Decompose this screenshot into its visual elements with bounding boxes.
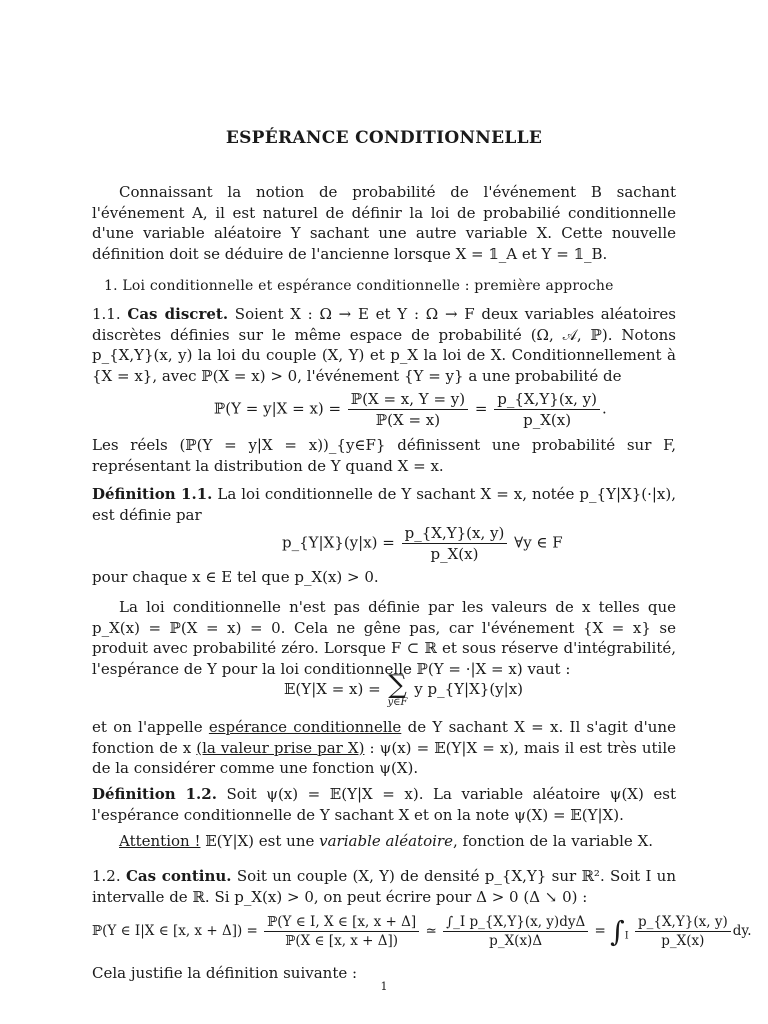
subsection-heading: Cas continu. — [125, 867, 232, 885]
justifie-paragraph: Cela justifie la définition suivante : — [92, 964, 358, 982]
equation-end: dy. — [732, 923, 752, 939]
page-title: ESPÉRANCE CONDITIONNELLE — [225, 128, 543, 148]
denominator: ℙ(X ∈ [x, x + Δ]) — [285, 933, 399, 949]
sum-sign: ∑ — [388, 670, 407, 700]
loi-paragraph: La loi conditionnelle n'est pas définie par les valeurs de x telles que p_X(x) = ℙ(X = x) = 0. Cela ne gêne pas, car l'événement {X = x} se produit avec probabilité zéro. Lorsque F ⊂ ℝ et sous réserve d'intégrabilité, l'espérance de Y pour la loi conditionnelle ℙ(Y = ·|X = x) vaut : — [92, 598, 676, 678]
denominator: p_X(x) — [430, 545, 479, 563]
definition-label: Définition 1.1. — [92, 485, 213, 503]
definition-text: Soit ψ(x) = 𝔼(Y|X = x). La variable aléatoire ψ(X) est l'espérance conditionnelle de Y sachant X et on la note ψ(X) = 𝔼(Y|X). — [92, 785, 676, 824]
equation-lhs: p_{Y|X}(y|x) = — [282, 533, 395, 552]
text-segment: 𝔼(Y|X) est une — [200, 832, 320, 850]
subsection-heading: Cas discret. — [127, 305, 229, 323]
fraction — [348, 390, 468, 429]
denominator: p_X(x) — [523, 411, 572, 429]
definition-1-2 — [92, 784, 676, 825]
page-number: 1 — [380, 980, 388, 993]
period: . — [602, 399, 607, 418]
subsection-text: Soit un couple (X, Y) de densité p_{X,Y} sur ℝ². Soit I un intervalle de ℝ. Si p_X(x) > 0, on peut écrire pour Δ > 0 (Δ ↘ 0) : — [92, 867, 676, 906]
equation-conditional-probability — [214, 390, 607, 429]
equation-rhs: ∀y ∈ F — [514, 533, 563, 552]
denominator: p_X(x) — [661, 933, 705, 949]
denominator: ℙ(X = x) — [375, 411, 441, 429]
numerator: p_{X,Y}(x, y) — [402, 524, 508, 544]
text-segment: et on l'appelle — [92, 718, 209, 736]
fraction — [494, 390, 600, 429]
fraction — [443, 914, 588, 949]
appelle-paragraph — [92, 717, 676, 779]
underlined-term: espérance conditionnelle — [208, 718, 402, 736]
fraction — [402, 524, 508, 563]
text-segment: , fonction de la variable X. — [452, 832, 654, 850]
attention-paragraph — [92, 831, 676, 852]
text-segment: de Y sachant X = x. Il s'agit d'une fonction de x — [92, 718, 676, 757]
numerator: p_{X,Y}(x, y) — [635, 914, 731, 932]
numerator: p_{X,Y}(x, y) — [494, 390, 600, 410]
definition-label: Définition 1.2. — [92, 785, 217, 803]
underlined-term: (la valeur prise par X) — [196, 738, 365, 757]
equation-lhs: ℙ(Y ∈ I|X ∈ [x, x + Δ]) = — [92, 923, 258, 939]
subsection-text: Soient X : Ω → E et Y : Ω → F deux variables aléatoires discrètes définies sur le même espace de probabilité (Ω, 𝒜, ℙ). Notons p_{X,Y}(x, y) la loi du couple (X, Y) et p_X la loi de X. Conditionnellement à {X = x}, avec ℙ(X = x) > 0, l'événement {Y = y} a une probabilité de — [92, 305, 676, 385]
equation-continuous — [92, 914, 752, 949]
equals-sign: = — [474, 399, 488, 418]
equation-lhs: ℙ(Y = y|X = x) = — [214, 399, 342, 418]
subsection-discrete — [92, 304, 676, 386]
equation-expectation — [284, 672, 523, 708]
italic-term: variable aléatoire — [319, 832, 453, 850]
definition-1-1 — [92, 484, 676, 525]
attention-label: Attention ! — [119, 832, 201, 850]
intro-paragraph: Connaissant la notion de probabilité de l'événement B sachant l'événement A, il est naturel de définir la loi de probabilié conditionnelle d'une variable aléatoire Y sachant une autre variable X. Cette nouvelle définition doit se déduire de l'ancienne lorsque X = 𝟙_A et Y = 𝟙_B. — [92, 183, 676, 263]
reels-paragraph: Les réels (ℙ(Y = y|X = x))_{y∈F} définissent une probabilité sur F, représentant la distribution de Y quand X = x. — [92, 436, 676, 475]
subsection-label: 1.2. — [92, 867, 121, 885]
sum-index: y∈F — [387, 697, 408, 708]
definition-text: La loi conditionnelle de Y sachant X = x, notée p_{Y|X}(·|x), est définie par — [92, 485, 677, 524]
numerator: ℙ(Y ∈ I, X ∈ [x, x + Δ] — [264, 914, 419, 932]
subsection-continuous — [92, 866, 676, 907]
chaque-paragraph: pour chaque x ∈ E tel que p_X(x) > 0. — [92, 568, 379, 586]
equation-rhs: y p_{Y|X}(y|x) — [414, 680, 524, 698]
equation-conditional-law — [282, 524, 563, 563]
integral-index: I — [624, 930, 629, 942]
denominator: p_X(x)Δ — [489, 933, 543, 949]
fraction — [264, 914, 419, 949]
approx-sign: ≃ — [425, 923, 437, 939]
integral-sign: ∫ — [610, 915, 625, 948]
text-segment: : ψ(x) = 𝔼(Y|X = x), mais il est très utile de la considérer comme une fonction ψ(X). — [92, 738, 677, 777]
numerator: ∫_I p_{X,Y}(x, y)dyΔ — [443, 914, 588, 932]
subsection-label: 1.1. — [92, 305, 121, 323]
equals-sign: = — [594, 923, 606, 939]
sum-symbol — [387, 672, 407, 708]
numerator: ℙ(X = x, Y = y) — [348, 390, 468, 410]
section-heading: 1. Loi conditionnelle et espérance conditionnelle : première approche — [104, 278, 614, 294]
equation-lhs: 𝔼(Y|X = x) = — [284, 680, 381, 698]
fraction — [635, 914, 731, 949]
